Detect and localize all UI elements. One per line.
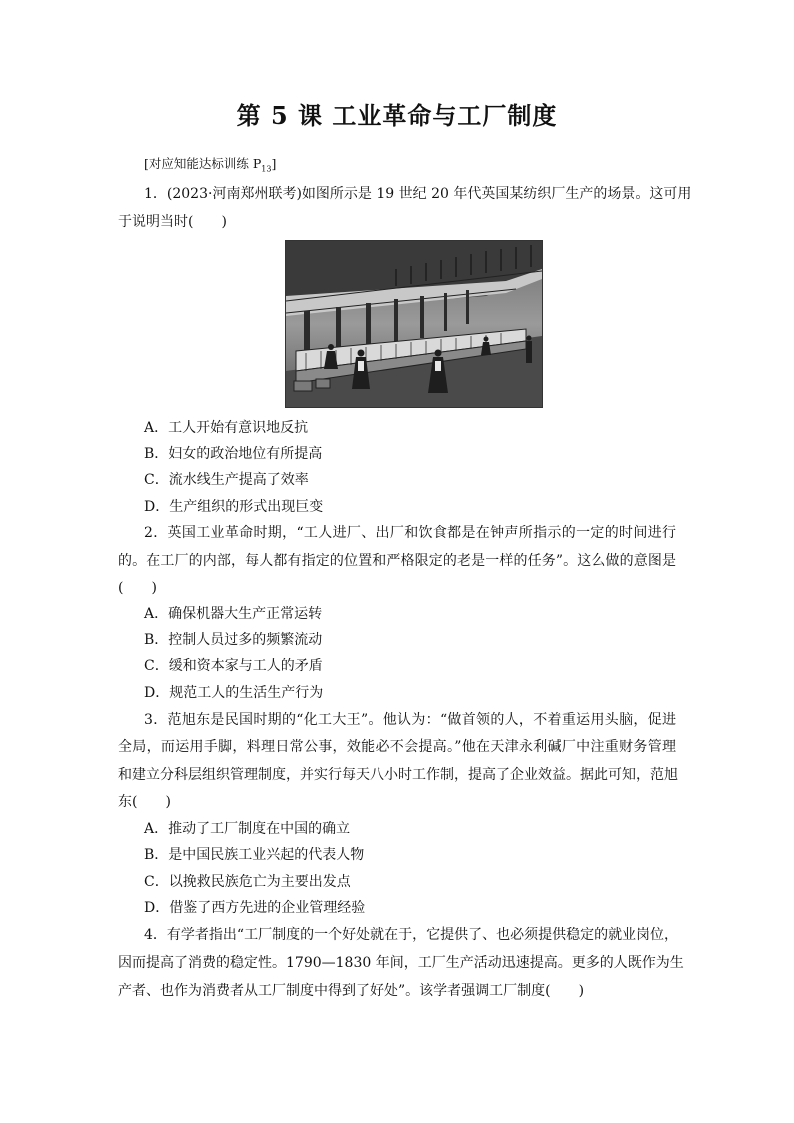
q4-stem-line-2: 因而提高了消费的稳定性。1790—1830 年间，工厂生产活动迅速提高。更多的人既作为生 — [118, 955, 684, 971]
q2-stem-line-3: ( ) — [118, 580, 157, 596]
lesson-title: 第 5 课 工业革命与工厂制度 — [236, 101, 558, 130]
q1-stem-line-2: 于说明当时( ) — [118, 214, 227, 230]
q3-stem-line-2: 全局，而运用手脚，料理日常公事，效能必不会提高。”他在天津永利碱厂中注重财务管理 — [118, 739, 676, 755]
q3-option-a: A．推动了工厂制度在中国的确立 — [144, 821, 351, 837]
q3-option-c: C．以挽救民族危亡为主要出发点 — [144, 874, 351, 890]
q3-stem-line-1: 3．范旭东是民国时期的“化工大王”。他认为：“做首领的人，不着重运用头脑，促进 — [144, 712, 676, 728]
q3-option-b: B．是中国民族工业兴起的代表人物 — [144, 847, 365, 863]
q2-option-d: D．规范工人的生活生产行为 — [144, 685, 324, 701]
q3-stem-line-4: 东( ) — [118, 794, 171, 810]
textile-factory-image — [285, 240, 543, 408]
q1-option-a: A．工人开始有意识地反抗 — [144, 420, 309, 436]
q2-option-c: C．缓和资本家与工人的矛盾 — [144, 658, 323, 674]
q4-stem-line-1: 4．有学者指出“工厂制度的一个好处就在于，它提供了、也必须提供稳定的就业岗位， — [144, 927, 679, 943]
q1-stem-line-1: 1．(2023·河南郑州联考)如图所示是 19 世纪 20 年代英国某纺织厂生产的场景。这可用 — [144, 186, 692, 202]
q1-option-c: C．流水线生产提高了效率 — [144, 472, 309, 488]
q2-option-a: A．确保机器大生产正常运转 — [144, 606, 323, 622]
q1-option-b: B．妇女的政治地位有所提高 — [144, 446, 323, 462]
exercise-reference: [对应知能达标训练 $P_{13}$] — [144, 156, 277, 174]
q3-option-d: D．借鉴了西方先进的企业管理经验 — [144, 900, 366, 916]
q4-stem-line-3: 产者、也作为消费者从工厂制度中得到了好处”。该学者强调工厂制度( ) — [118, 983, 585, 999]
q1-option-d: D．生产组织的形式出现巨变 — [144, 499, 324, 515]
q2-stem-line-1: 2．英国工业革命时期，“工人进厂、出厂和饮食都是在钟声所指示的一定的时间进行 — [144, 525, 676, 541]
q2-option-b: B．控制人员过多的频繁流动 — [144, 632, 323, 648]
q2-stem-line-2: 的。在工厂的内部，每人都有指定的位置和严格限定的老是一样的任务”。这么做的意图是 — [118, 553, 676, 569]
q3-stem-line-3: 和建立分科层组织管理制度，并实行每天八小时工作制，提高了企业效益。据此可知，范旭 — [118, 767, 678, 783]
